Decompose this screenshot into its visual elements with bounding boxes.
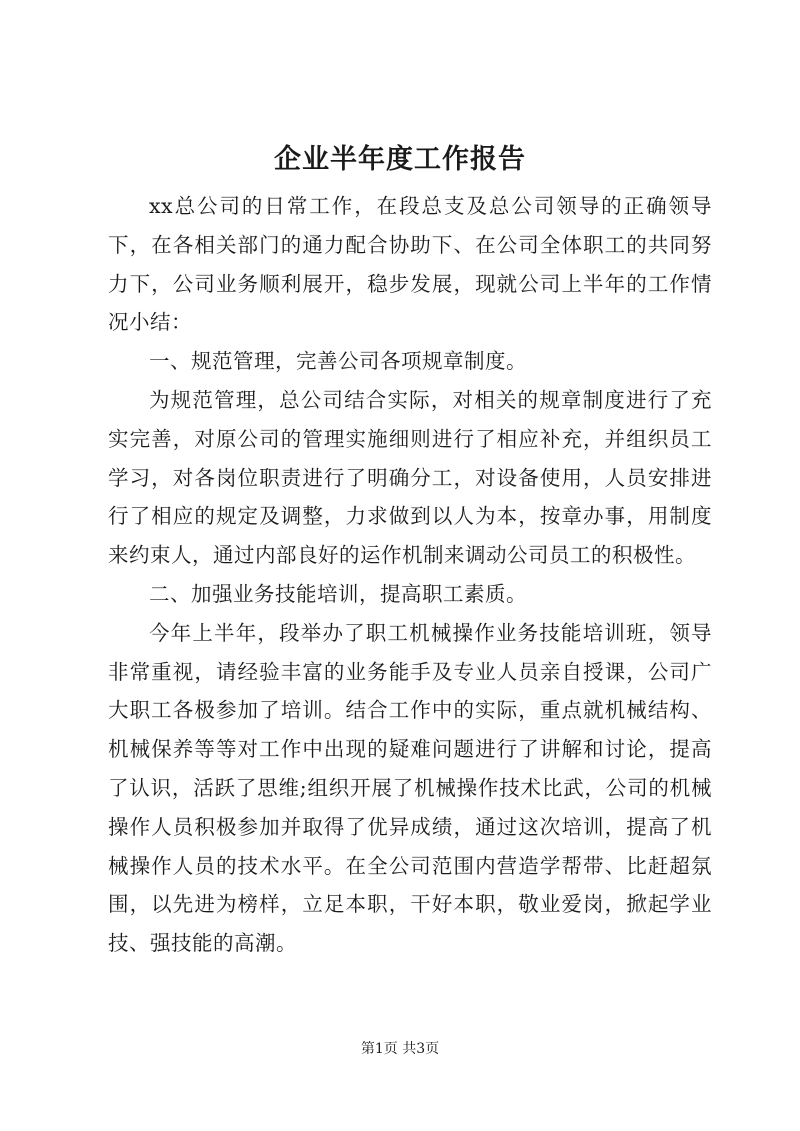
section-heading-1: 一、规范管理，完善公司各项规章制度。 (149, 349, 527, 374)
section-heading-2: 二、加强业务技能培训，提高职工素质。 (149, 581, 527, 606)
document-body (108, 187, 712, 963)
page-number-footer: 第1页 共3页 (360, 1041, 440, 1057)
document-title: 企业半年度工作报告 (274, 144, 526, 175)
paragraph-management: 为规范管理，总公司结合实际，对相关的规章制度进行了充实完善，对原公司的管理实施细则进行了相应补充，并组织员工学习，对各岗位职责进行了明确分工，对设备使用，人员安排进行了相应的规定及调整，力求做到以人为本，按章办事，用制度来约束人，通过内部良好的运作机制来调动公司员工的积极性。 (108, 387, 712, 568)
paragraph-training: 今年上半年，段举办了职工机械操作业务技能培训班，领导非常重视，请经验丰富的业务能手及专业人员亲自授课，公司广大职工各极参加了培训。结合工作中的实际，重点就机械结构、机械保养等等对工作中出现的疑难问题进行了讲解和讨论，提高了认识，活跃了思维;组织开展了机械操作技术比武，公司的机械操作人员积极参加并取得了优异成绩，通过这次培训，提高了机械操作人员的技术水平。在全公司范围内营造学帮带、比赶超氛围，以先进为榜样，立足本职，干好本职，敬业爱岗，掀起学业技、强技能的高潮。 (108, 620, 712, 956)
paragraph-intro: xx总公司的日常工作，在段总支及总公司领导的正确领导下，在各相关部门的通力配合协助下、在公司全体职工的共同努力下，公司业务顺利展开，稳步发展，现就公司上半年的工作情况小结： (108, 194, 712, 335)
